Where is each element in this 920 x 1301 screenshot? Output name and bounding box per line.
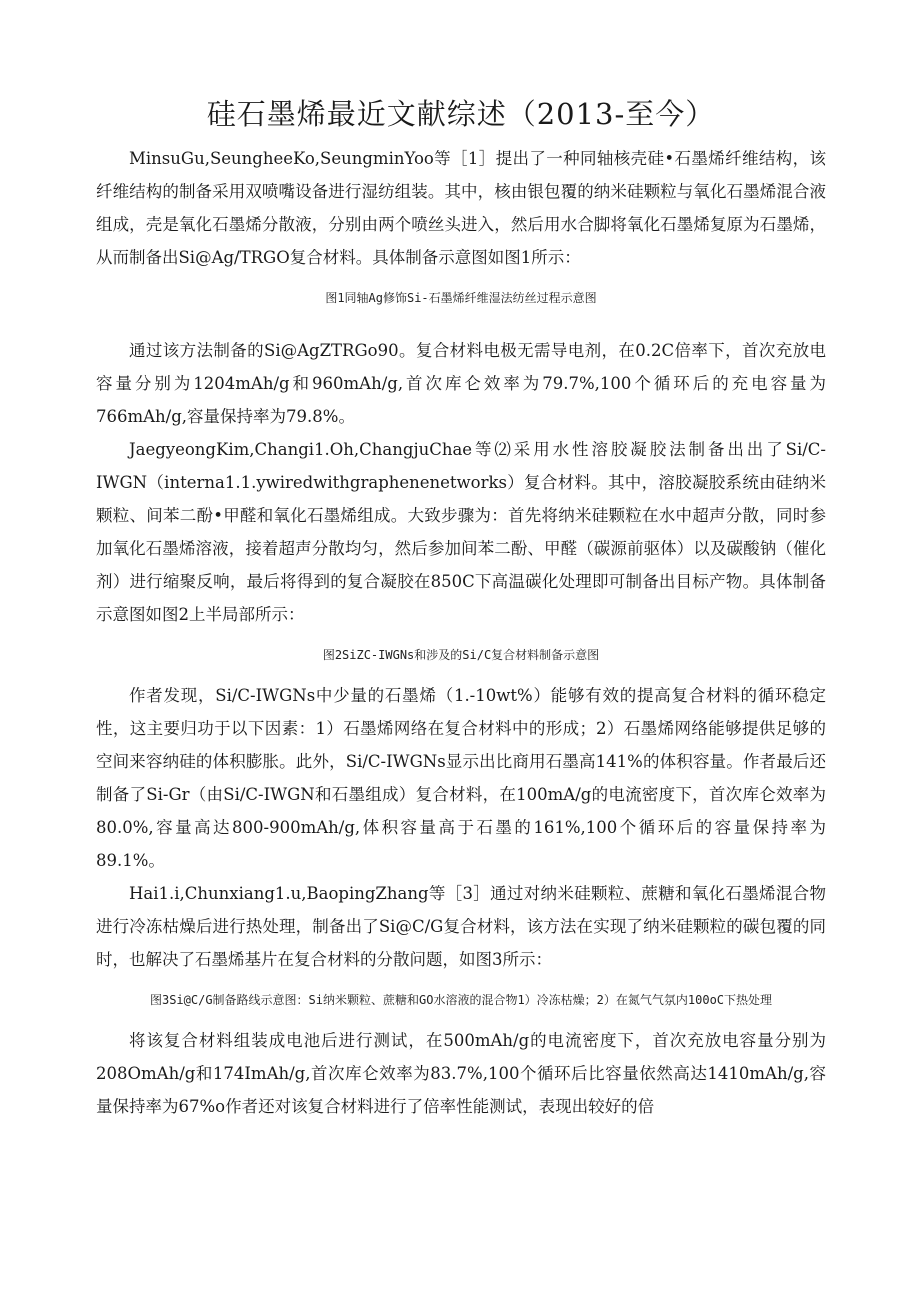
figure-3-caption: 图3Si@C/G制备路线示意图：Si纳米颗粒、蔗糖和GO水溶液的混合物1）冷冻枯燥；2）在氮气气氛内100oC下热处理 [149,993,773,1007]
paragraph-2: 通过该方法制备的Si@AgZTRGo90。复合材料电极无需导电剂，在0.2C倍率下，首次充放电容量分别为1204mAh/g和960mAh/g,首次库仑效率为79.7%,100个循环后的充电容量为766mAh/g,容量保持率为79.8%。 [96,341,826,426]
document-page [96,92,826,1123]
figure-2-caption: 图2SiZC-IWGNs和涉及的Si/C复合材料制备示意图 [322,648,600,662]
paragraph-3: JaegyeongKim,Changi1.Oh,ChangjuChae等⑵采用水性溶胶凝胶法制备出出了Si/C-IWGN（interna1.1.ywiredwithgraphenenetworks）复合材料。其中，溶胶凝胶系统由硅纳米颗粒、间苯二酚•甲醛和氧化石墨烯组成。大致步骤为：首先将纳米硅颗粒在水中超声分散，同时参加氧化石墨烯溶液，接着超声分散均匀，然后参加间苯二酚、甲醛（碳源前驱体）以及碳酸钠（催化剂）进行缩聚反响，最后将得到的复合凝胶在850C下高温碳化处理即可制备出目标产物。具体制备示意图如图2上半局部所示： [96,440,826,624]
paragraph-5: Hai1.i,Chunxiang1.u,BaopingZhang等［3］通过对纳米硅颗粒、蔗糖和氧化石墨烯混合物进行冷冻枯燥后进行热处理，制备出了Si@C/G复合材料，该方法在实现了纳米硅颗粒的碳包覆的同时，也解决了石墨烯基片在复合材料的分散问题，如图3所示： [96,884,826,969]
paragraph-6: 将该复合材料组装成电池后进行测试，在500mAh/g的电流密度下，首次充放电容量分别为208OmAh/g和174ImAh/g,首次库仑效率为83.7%,100个循环后比容量依然高达1410mAh/g,容量保持率为67%o作者还对该复合材料进行了倍率性能测试，表现出较好的倍 [96,1031,826,1116]
paragraph-4: 作者发现，Si/C-IWGNs中少量的石墨烯（1.-10wt%）能够有效的提高复合材料的循环稳定性，这主要归功于以下因素：1）石墨烯网络在复合材料中的形成；2）石墨烯网络能够提供足够的空间来容纳硅的体积膨胀。此外，Si/C-IWGNs显示出比商用石墨高141%的体积容量。作者最后还制备了Si-Gr（由Si/C-IWGN和石墨组成）复合材料，在100mA/g的电流密度下，首次库仑效率为80.0%,容量高达800-900mAh/g,体积容量高于石墨的161%,100个循环后的容量保持率为89.1%。 [96,686,826,870]
document-title: 硅石墨烯最近文献综述（2013-至今） [206,97,716,131]
paragraph-1: MinsuGu,SeungheeKo,SeungminYoo等［1］提出了一种同轴核壳硅•石墨烯纤维结构，该纤维结构的制备采用双喷嘴设备进行湿纺组装。其中，核由银包覆的纳米硅颗粒与氧化石墨烯混合液组成，壳是氧化石墨烯分散液，分别由两个喷丝头进入，然后用水合脚将氧化石墨烯复原为石墨烯，从而制备出Si@Ag/TRGO复合材料。具体制备示意图如图1所示： [96,149,826,267]
figure-1-caption: 图1同轴Ag修饰Si-石墨烯纤维湿法纺丝过程示意图 [325,291,597,305]
